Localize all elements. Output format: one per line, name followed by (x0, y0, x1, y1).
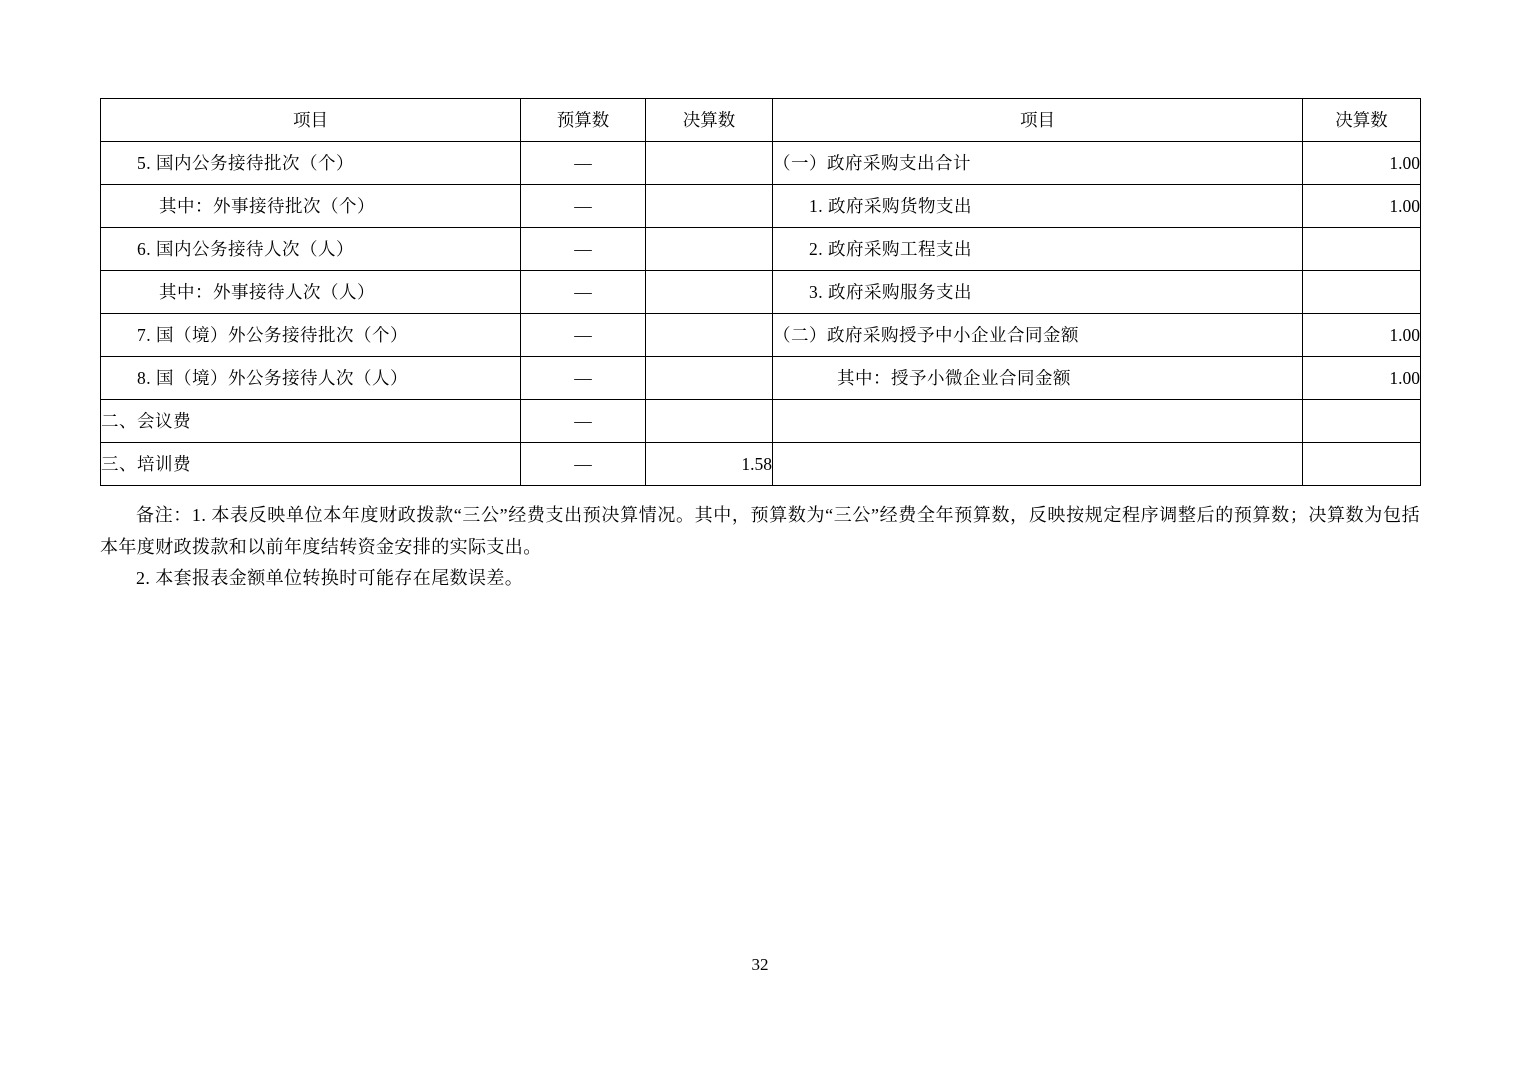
header-final: 决算数 (646, 99, 773, 142)
budget-table (100, 98, 1421, 486)
row-right-final-value (1303, 271, 1421, 314)
row-budget-value: — (521, 443, 646, 486)
budget-table-container (100, 98, 1420, 486)
row-budget-value: — (521, 142, 646, 185)
table-row (101, 228, 1421, 271)
table-row (101, 185, 1421, 228)
row-final-value (646, 185, 773, 228)
row-left-label: 7. 国（境）外公务接待批次（个） (101, 314, 521, 357)
row-budget-value: — (521, 271, 646, 314)
table-notes (100, 500, 1420, 595)
table-row (101, 400, 1421, 443)
row-right-final-value (1303, 228, 1421, 271)
row-final-value (646, 271, 773, 314)
table-row (101, 271, 1421, 314)
header-item-right: 项目 (773, 99, 1303, 142)
row-right-label: 3. 政府采购服务支出 (773, 271, 1303, 314)
table-header (101, 99, 1421, 142)
row-right-final-value: 1.00 (1303, 314, 1421, 357)
table-header-row (101, 99, 1421, 142)
row-right-final-value: 1.00 (1303, 142, 1421, 185)
row-left-label: 二、会议费 (101, 400, 521, 443)
row-right-label: 其中：授予小微企业合同金额 (773, 357, 1303, 400)
table-row (101, 142, 1421, 185)
row-right-final-value (1303, 443, 1421, 486)
row-right-label: （二）政府采购授予中小企业合同金额 (773, 314, 1303, 357)
table-body (101, 142, 1421, 486)
row-budget-value: — (521, 400, 646, 443)
row-right-final-value (1303, 400, 1421, 443)
row-right-final-value: 1.00 (1303, 185, 1421, 228)
row-final-value (646, 400, 773, 443)
row-left-label: 其中：外事接待批次（个） (101, 185, 521, 228)
row-final-value (646, 314, 773, 357)
row-right-label: （一）政府采购支出合计 (773, 142, 1303, 185)
row-left-label: 8. 国（境）外公务接待人次（人） (101, 357, 521, 400)
table-row (101, 357, 1421, 400)
header-item-left: 项目 (101, 99, 521, 142)
row-left-label: 其中：外事接待人次（人） (101, 271, 521, 314)
row-budget-value: — (521, 228, 646, 271)
row-final-value (646, 142, 773, 185)
row-budget-value: — (521, 314, 646, 357)
header-final-right: 决算数 (1303, 99, 1421, 142)
note-line-2: 2. 本套报表金额单位转换时可能存在尾数误差。 (136, 568, 524, 588)
table-row (101, 443, 1421, 486)
note-line-1: 备注：1. 本表反映单位本年度财政拨款“三公”经费支出预决算情况。其中，预算数为“三公”经费全年预算数，反映按规定程序调整后的预算数；决算数为包括本年度财政拨款和以前年度结转资金安排的实际支出。 (100, 505, 1420, 557)
row-left-label: 5. 国内公务接待批次（个） (101, 142, 521, 185)
row-budget-value: — (521, 185, 646, 228)
row-final-value (646, 357, 773, 400)
row-right-label: 2. 政府采购工程支出 (773, 228, 1303, 271)
row-budget-value: — (521, 357, 646, 400)
header-budget: 预算数 (521, 99, 646, 142)
row-left-label: 6. 国内公务接待人次（人） (101, 228, 521, 271)
table-row (101, 314, 1421, 357)
row-final-value: 1.58 (646, 443, 773, 486)
row-right-label: 1. 政府采购货物支出 (773, 185, 1303, 228)
row-right-label (773, 443, 1303, 486)
row-right-label (773, 400, 1303, 443)
row-final-value (646, 228, 773, 271)
page-number: 32 (751, 955, 769, 974)
row-left-label: 三、培训费 (101, 443, 521, 486)
row-right-final-value: 1.00 (1303, 357, 1421, 400)
